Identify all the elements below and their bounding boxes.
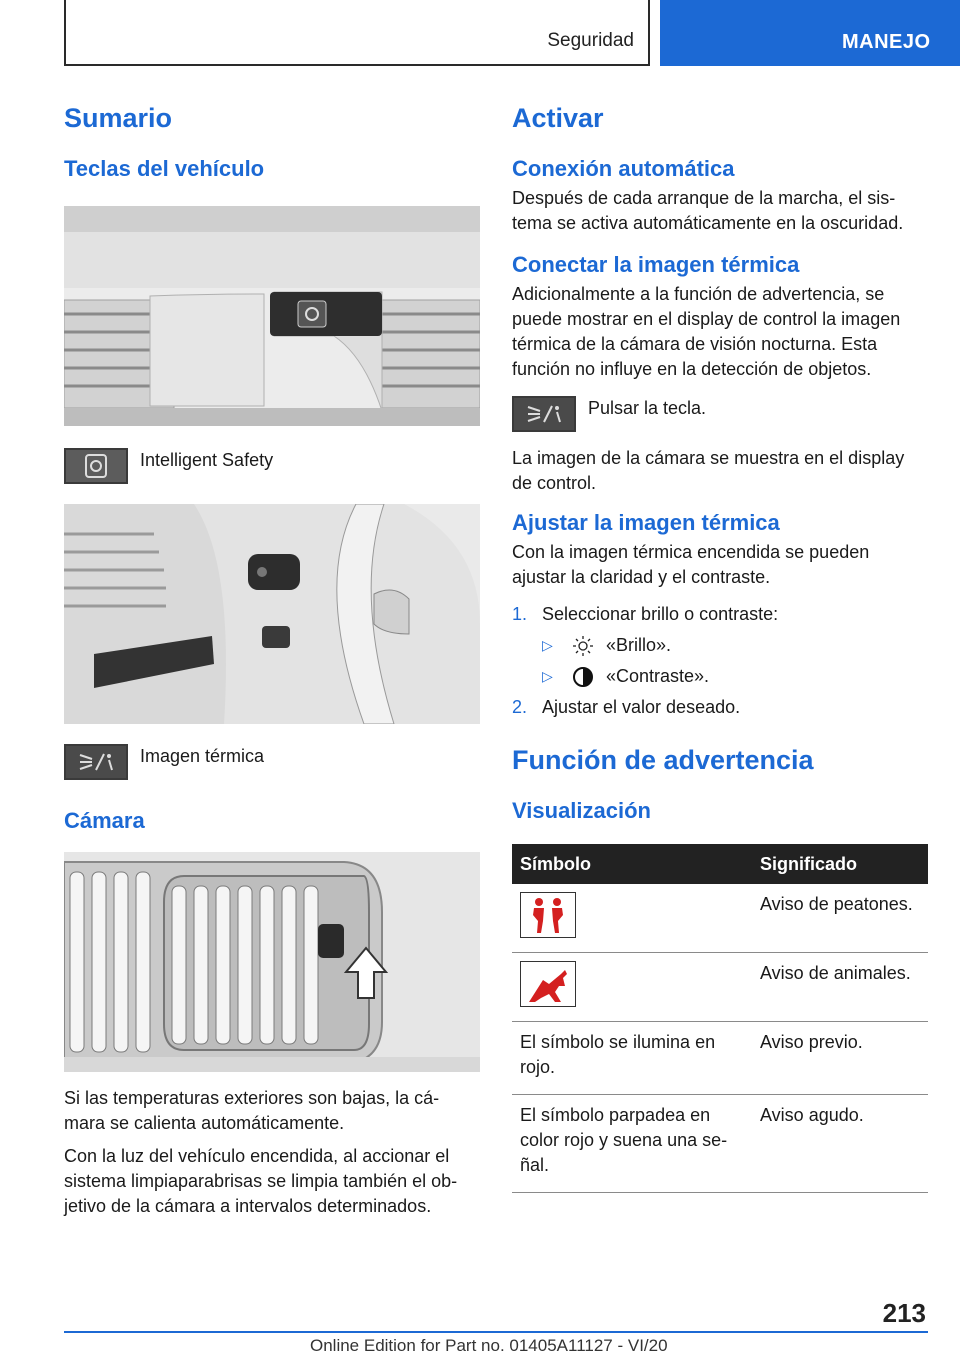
camera-heading: Cámara — [64, 808, 145, 833]
chapter-label: MANEJO — [842, 31, 931, 53]
right-column — [512, 100, 928, 1193]
table-header-row — [512, 844, 928, 884]
camera-display-text: La imagen de la cámara se muestra en el display de control. — [512, 448, 905, 493]
warning-symbol-table — [512, 844, 928, 1193]
connect-thermal-text: Adicionalmente a la función de advertencia, se puede mostrar en el display de control la imagen térmica de la cámara de visión nocturna. Esta función no influye en la detección de objetos. — [512, 284, 901, 379]
left-column — [64, 100, 480, 1219]
table-cell-meaning: Aviso de peatones. — [752, 884, 928, 953]
page-title: Sumario — [64, 103, 173, 133]
table-row — [512, 953, 928, 1022]
animal-warning-icon — [520, 961, 576, 1007]
table-cell-meaning: Aviso previo. — [752, 1022, 928, 1095]
triangle-bullet-icon: ▷ — [542, 637, 553, 653]
camera-cleaning-text: Con la luz del vehículo encendida, al accionar el sistema limpiaparabrisas se limpia también el ob-jetivo de la cámara a intervalos determinados. — [64, 1146, 458, 1216]
intelligent-safety-key-icon — [64, 448, 128, 484]
header-section-box — [64, 0, 650, 66]
table-cell-symbol: El símbolo parpadea en color rojo y suena una se-ñal. — [512, 1095, 752, 1193]
table-cell-meaning: Aviso de animales. — [752, 953, 928, 1022]
section-title: Seguridad — [547, 30, 634, 51]
adjust-thermal-heading: Ajustar la imagen térmica — [512, 510, 780, 535]
step-2 — [512, 695, 928, 720]
connect-thermal-heading: Conectar la imagen térmica — [512, 252, 800, 277]
table-cell-meaning: Aviso agudo. — [752, 1095, 928, 1193]
step-number: 2. — [512, 697, 528, 717]
step-number: 1. — [512, 604, 528, 624]
sun-icon — [572, 635, 594, 657]
dashboard-illustration — [64, 206, 480, 426]
table-row — [512, 1022, 928, 1095]
option-contrast[interactable] — [542, 664, 928, 689]
grille-illustration — [64, 852, 480, 1072]
thermal-image-label: Imagen térmica — [140, 746, 265, 766]
edition-text: Online Edition for Part no. 01405A11127 - VI/20 — [310, 1336, 668, 1355]
vehicle-keys-heading: Teclas del vehículo — [64, 156, 265, 181]
column-header-symbol: Símbolo — [512, 844, 752, 884]
table-cell-symbol — [512, 953, 752, 1022]
press-key-label: Pulsar la tecla. — [588, 398, 707, 418]
steering-column-image — [64, 504, 480, 724]
pedestrian-warning-icon — [520, 892, 576, 938]
footer-divider — [64, 1331, 928, 1333]
contrast-option-label: «Contraste». — [606, 666, 710, 686]
camera-grille-image — [64, 852, 480, 1072]
display-heading: Visualización — [512, 798, 651, 823]
chapter-tab[interactable] — [660, 0, 960, 66]
steering-illustration — [64, 504, 480, 724]
step-text: Ajustar el valor deseado. — [542, 697, 741, 717]
press-thermal-key — [512, 396, 928, 432]
table-cell-symbol: El símbolo se ilumina en rojo. — [512, 1022, 752, 1095]
step-text: Seleccionar brillo o contraste: — [542, 604, 779, 624]
option-brightness[interactable] — [542, 633, 928, 658]
step-1 — [512, 602, 928, 627]
activate-title: Activar — [512, 103, 604, 133]
triangle-bullet-icon: ▷ — [542, 668, 553, 684]
table-cell-symbol — [512, 884, 752, 953]
adjust-thermal-text: Con la imagen térmica encendida se pueden ajustar la claridad y el contraste. — [512, 542, 870, 587]
camera-heating-text: Si las temperaturas exteriores son bajas, la cá-mara se calienta automáticamente. — [64, 1088, 440, 1133]
contrast-icon — [572, 666, 594, 688]
auto-connect-heading: Conexión automática — [512, 156, 735, 181]
thermal-image-key-icon-2 — [512, 396, 576, 432]
table-row — [512, 1095, 928, 1193]
auto-connect-text: Después de cada arranque de la marcha, el sis-tema se activa automáticamente en la oscuridad. — [512, 188, 904, 233]
dashboard-buttons-image — [64, 206, 480, 426]
intelligent-safety-label: Intelligent Safety — [140, 450, 274, 470]
footer-edition — [310, 1336, 668, 1356]
brightness-option-label: «Brillo». — [606, 635, 672, 655]
thermal-image-key-icon — [64, 744, 128, 780]
column-header-meaning: Significado — [752, 844, 928, 884]
key-intelligent-safety — [64, 448, 480, 484]
adjust-steps — [512, 602, 928, 720]
page-number: 213 — [882, 1298, 926, 1328]
table-row — [512, 884, 928, 953]
key-thermal-image — [64, 744, 480, 780]
warning-function-title: Función de advertencia — [512, 745, 814, 775]
